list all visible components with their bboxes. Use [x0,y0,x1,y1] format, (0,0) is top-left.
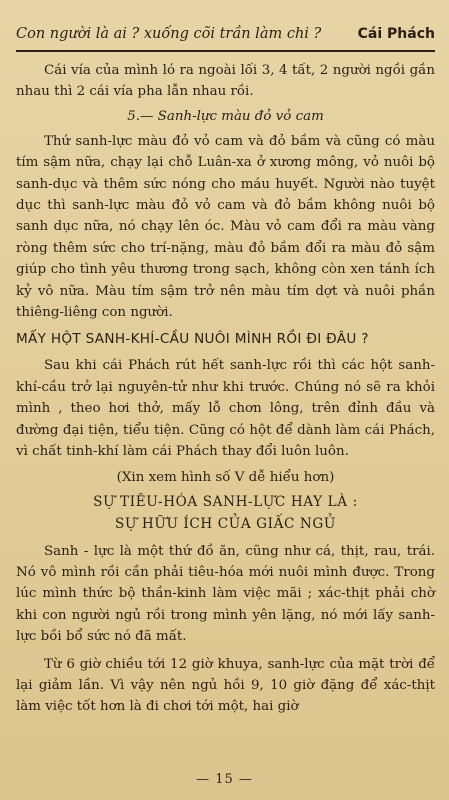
section-5-title: 5.— Sanh-lực màu đỏ vỏ cam [127,108,324,124]
header-rule [16,50,435,52]
running-head-title: Con người là ai ? xuống cõi trần làm chi ? [16,26,322,42]
heading-tieu-hoa-line1: SỰ TIÊU-HÓA SANH-LỰC HAY LÀ : [93,493,358,510]
section-5-paragraph: Thứ sanh-lực màu đỏ vỏ cam và đỏ bầm và cũng có màu tím sậm nữa, chạy lại chỗ Luân-xa ở xương mông, vỏ nuôi bộ sanh-dục và thêm sức nóng cho máu huyết. Người nào tuyệt dục thì sanh-lực màu đỏ vỏ cam và đỏ bầm không nuôi bộ sanh dục nữa, nó chạy lên óc. Màu vỏ cam đổi ra màu vàng ròng thêm sức cho trí-nặng, màu đỏ bầm đổi ra màu đỏ sậm giúp cho tình yêu thương trong sạch, không còn xen tánh ích kỷ vô nữa. Màu tím sậm trở nên màu tím dợt và nuôi phần thiêng-liêng con người. [16,133,435,321]
tieu-hoa-paragraph: Sanh - lực là một thứ đồ ăn, cũng như cá, thịt, rau, trái. Nó vô mình rồi cần phải tiêu-hóa mới nuôi mình được. Trong lúc mình thức bộ thần-kinh làm việc mãi ; xác-thịt phải chờ khi con người ngủ rồi trong mình yên lặng, nó mới lấy sanh-lực bồi bổ sức nó đã mất. [16,543,435,645]
intro-paragraph: Cái vía của mình ló ra ngoài lối 3, 4 tất, 2 người ngồi gần nhau thì 2 cái vía pha lẫn nhau rồi. [16,63,435,100]
sanh-khi-cau-paragraph: Sau khi cái Phách rút hết sanh-lực rồi thì các hột sanh-khí-cầu trở lại nguyên-tử như khi trước. Chúng nó sẽ ra khỏi mình , theo hơi thở, mấy lỗ chơn lông, trên đỉnh đầu và đường đại tiện, tiểu tiện. Cũng có hột để dành làm cái Phách, vì chất tinh-khí làm cái Phách thay đổi luôn luôn. [16,358,435,460]
page-number: — 15 — [196,772,253,787]
running-head [16,26,435,42]
heading-sanh-khi-cau: MẤY HỘT SANH-KHÍ-CẦU NUÔI MÌNH RỒI ĐI ĐÂU ? [16,331,369,348]
running-head-chapter: Cái Phách [357,26,435,42]
sleep-paragraph: Từ 6 giờ chiều tới 12 giờ khuya, sanh-lực của mặt trời để lại giảm lần. Vì vậy nên ngủ hồi 9, 10 giờ đặng để xác-thịt làm việc tốt hơn là đi chơi tới một, hai giờ [16,656,435,715]
heading-tieu-hoa-line2: SỰ HỮU ÍCH CỦA GIẤC NGỦ [115,515,336,532]
figure-note: (Xin xem hình số V dễ hiểu hơn) [116,469,335,485]
page-content [16,60,435,718]
